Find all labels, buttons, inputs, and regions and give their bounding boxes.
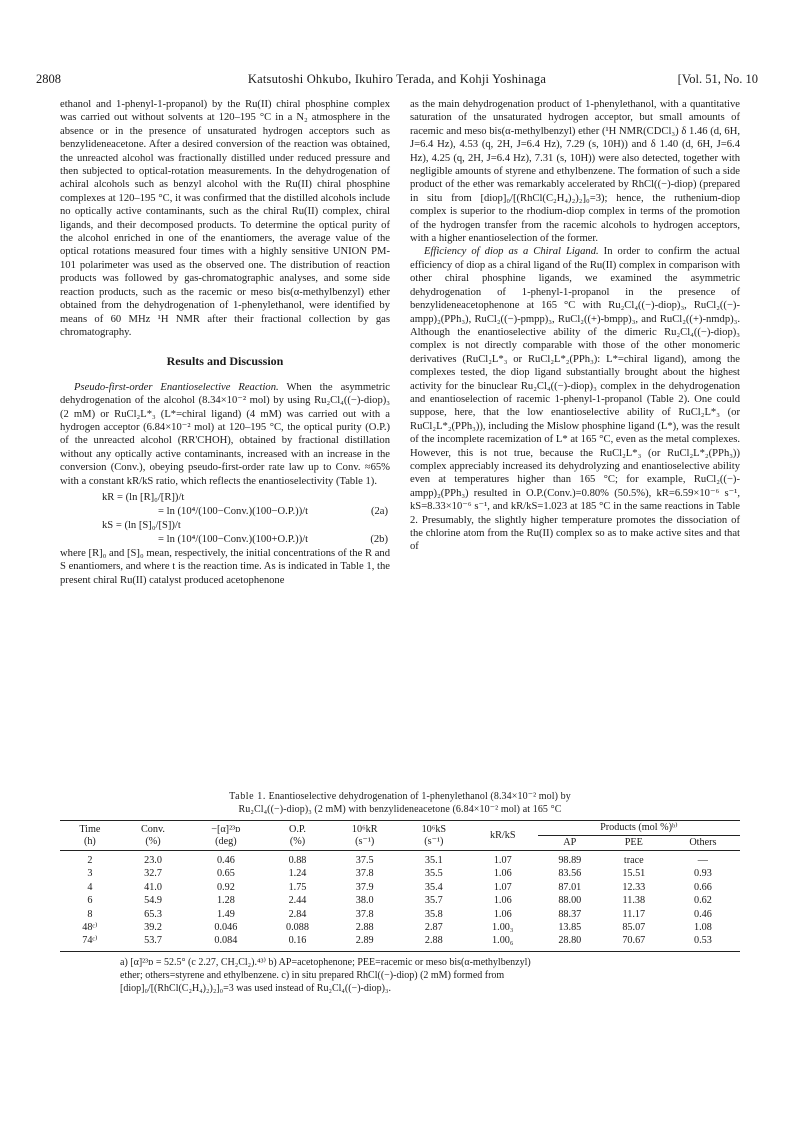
table-cell: 35.5: [424, 868, 443, 880]
table-cell: 87.01: [558, 881, 582, 893]
table-caption-line2: Ru₂Cl₄((−)-diop)₃ (2 mM) with benzylideneacetone (6.84×10⁻² mol) at 165 °C: [238, 804, 562, 815]
table-cell: 2: [60, 851, 120, 868]
table-cell: 1.07: [493, 881, 512, 893]
running-header: [36, 72, 758, 90]
table-cell: 0.88: [265, 851, 329, 868]
table-label: Table 1.: [229, 791, 267, 802]
col-header-time: Time (h): [60, 821, 120, 851]
table-cell: 0.93: [693, 868, 712, 880]
run-in-heading: Pseudo-first-order Enantioselective Reaction.: [74, 381, 279, 393]
table-cell: 28.80: [538, 934, 602, 951]
table-cell: 1.00₆: [468, 934, 538, 951]
table-cell: 37.5: [329, 851, 399, 868]
table-cell: 0.62: [693, 895, 712, 907]
table-row: [60, 934, 740, 951]
table-cell: 41.0: [144, 881, 162, 893]
table-cell: 32.7: [144, 868, 162, 880]
table-cell: 2.44: [288, 895, 307, 907]
table-caption-text: Enantioselective dehydrogenation of 1-phenylethanol (8.34×10⁻² mol) by: [268, 791, 571, 802]
col-header-ks: 10⁶kS (s⁻¹): [400, 821, 468, 851]
table-cell: 48ᶜ⁾: [82, 922, 98, 934]
table-cell: 0.92: [216, 881, 235, 893]
table-row: [60, 881, 740, 894]
equation-number: (2a): [370, 505, 388, 517]
equation-rhs: = ln (10⁴/(100−Conv.)(100−O.P.))/t: [158, 505, 309, 517]
table-cell: 1.00₃: [492, 922, 514, 934]
table-cell: 38.0: [355, 895, 374, 907]
paragraph-pseudo-first-order: [60, 381, 390, 488]
table-cell: 0.046: [214, 922, 238, 934]
table-cell: 4: [87, 881, 93, 893]
equation-2b-line1: [60, 519, 390, 533]
running-authors: Katsutoshi Ohkubo, Ikuhiro Terada, and Kohji Yoshinaga: [247, 72, 547, 86]
table-cell: 2.88: [400, 934, 468, 951]
table-cell: 1.08: [693, 922, 712, 934]
table-cell: 6: [87, 895, 93, 907]
table-cell: 37.9: [355, 881, 374, 893]
table-cell: 1.06: [493, 895, 512, 907]
page-number: 2808: [36, 72, 61, 86]
equation-number: (2b): [370, 533, 388, 545]
table-cell: 2.88: [355, 922, 374, 934]
col-header-kr: 10⁶kR (s⁻¹): [329, 821, 399, 851]
table-cell: 12.33: [622, 881, 646, 893]
table-cell: —: [666, 851, 740, 868]
table-cell: 2.89: [329, 934, 399, 951]
paragraph-text: In order to confirm the actual efficiency of diop as a chiral ligand of the Ru(II) complex in comparison with other chiral phosphine ligands, we examined the asymmetric dehydrogenation of 1-phenyl-1-propanol in the presence of benzylideneacetophenone at 165 °C with Ru₂Cl₄((−)-diop)₃, RuCl₂((−)-ampp)₂(PPh₃), RuCl₂((−)-pmpp)₃, RuCl₂((+)-bmpp)₃, and RuCl₂((+)-nmdp)₃. Although the enantioselective ability of the dimeric Ru₂Cl₄((−)-diop)₃ complex is not directly comparable with those of the other monomeric derivatives (RuCl₂L*₃ or RuCl₂L*₂(PPh₃): L*=chiral ligand), among the complexes tested, the diop ligand substantially brought about the highest activity for the binuclear Ru₂Cl₄((−)-diop)₃ complex in the dehydrogenation and enantioselection of racemic 1-phenyl-1-propanol (Table 2). One could suppose, here, that the low enantioselective ability of RuCl₂L*₃ (or RuCl₂L*₂(PPh₃)), including the Mislow phosphine ligand (L*), was the result of the incomplete racemization of L* at 165 °C, even as the metal complexes. However, this is not true, because the RuCl₂L*₃ (or RuCl₂L*₂(PPh₃)) complex appreciably increased its dehydrolyzing and enantioselective ability even at temperatures higher than 165 °C; for example, RuCl₂((−)-ampp)₂(PPh₃) resulted in O.P.(Conv.)=0.80% (50.5%), kR=6.59×10⁻⁶ s⁻¹, kS=8.33×10⁻⁶ s⁻¹, and kR/kS=1.023 at 185 °C in the same reactions in Table 2. Presumably, the slightly higher temperature promotes the dissociation of the chlorine atom from the Ru(II) complex so as to make active sites and that of: [410, 246, 740, 553]
col-header-op: O.P. (%): [265, 821, 329, 851]
table-cell: 0.66: [693, 881, 712, 893]
table-body: [60, 851, 740, 952]
table-1: [60, 790, 740, 995]
table-cell: 88.00: [558, 895, 582, 907]
table-cell: 0.46: [186, 851, 265, 868]
table-cell: 1.75: [288, 881, 307, 893]
table-cell: 1.06: [493, 908, 512, 920]
footnote-line: [diop]₀/[(RhCl(C₂H₄)₂)₂]₀=3 was used instead of Ru₂Cl₄((−)-diop)₃.: [120, 982, 391, 994]
table-cell: 2.87: [424, 922, 443, 934]
data-table: [60, 820, 740, 952]
col-header-ap: AP: [563, 837, 577, 848]
paragraph-where: where [R]₀ and [S]₀ mean, respectively, the initial concentrations of the R and S enantiomers, and where t is the reaction time. As is indicated in Table 1, the present chiral Ru(II) catalyst produced acetophenone: [60, 547, 390, 586]
footnote-line: a) [α]²³ᴅ = 52.5° (c 2.27, CH₂Cl₂).⁴³⁾ b) AP=acetophenone; PEE=racemic or meso bis(α-methylbenzyl): [120, 956, 531, 968]
table-cell: 54.9: [144, 895, 162, 907]
table-cell: 74ᶜ⁾: [60, 934, 120, 951]
left-column: [60, 98, 390, 587]
col-header-ratio: kR/kS: [468, 821, 538, 851]
paragraph-diop-efficiency: [410, 245, 740, 553]
table-cell: 13.85: [558, 922, 582, 934]
paragraph-text: When the asymmetric dehydrogenation of the alcohol (8.34×10⁻² mol) by using Ru₂Cl₄((−)-diop)₃ (2 mM) or RuCl₂L*₃ (L*=chiral ligand) (4 mM) was carried out with a hydrogen acceptor (6.84×10⁻² mol) at 120–195 °C, the optical purity (O.P.) of the unreacted alcohol (RR'CHOH), obtained by fractional distillation without any optically active contaminants, increased with an increase in the conversion (Conv.), obeying pseudo-first-order rate law up to Conv. ≈65% with a constant kR/kS ratio, which reflects the enantioselectivity (Table 1).: [60, 381, 390, 487]
table-cell: trace: [602, 851, 666, 868]
equation-2a-line2: [60, 505, 390, 519]
table-cell: 35.7: [424, 895, 443, 907]
equation-2a-line1: [60, 491, 390, 505]
table-cell: 1.49: [216, 908, 235, 920]
table-cell: 37.8: [355, 908, 374, 920]
col-header-conv: Conv. (%): [120, 821, 186, 851]
table-cell: 0.53: [666, 934, 740, 951]
table-cell: 1.28: [216, 895, 235, 907]
footnote-line: ether; others=styrene and ethylbenzene. c) in situ prepared RhCl((−)-diop) (2 mM) formed from: [120, 969, 505, 981]
table-cell: 35.4: [424, 881, 443, 893]
table-cell: 39.2: [144, 922, 162, 934]
right-column: [410, 98, 740, 554]
table-cell: 23.0: [120, 851, 186, 868]
paragraph-products: as the main dehydrogenation product of 1-phenylethanol, with a quantitative saturation of the unsaturated hydrogen acceptor, but small amounts of racemic and meso bis(α-methylbenzyl) ether (¹H NMR(CDCl₃) δ 1.46 (d, 6H, J=6.4 Hz), 4.53 (q, 2H, J=6.4 Hz), 7.29 (s, 10H)) and δ 1.40 (d, 6H, J=6.4 Hz), 4.25 (q, 2H, J=6.4 Hz), 7.31 (s, 10H)) were also detected, together with negligible amounts of styrene and ethylbenzene. The formation of such a side product of the ether was remarkably accelerated by RhCl((−)-diop) (prepared in situ from [diop]₀/[(RhCl(C₂H₄)₂)₂]₀=3); hence, the ruthenium-diop complex is superior to the rhodium-diop complex in terms of the promotion of the hydrogen transfer from the racemic alcohols to hydrogen acceptors, with a higher enantioselection of the former.: [410, 99, 740, 245]
table-cell: 3: [87, 868, 93, 880]
volume-info: [Vol. 51, No. 10: [677, 72, 758, 86]
table-cell: 2.84: [288, 908, 307, 920]
table-cell: 65.3: [144, 908, 162, 920]
table-row: [60, 908, 740, 921]
table-cell: 0.088: [286, 922, 309, 934]
table-row: [60, 867, 740, 880]
paragraph-experimental-continued: ethanol and 1-phenyl-1-propanol) by the Ru(II) chiral phosphine complex was carried out without solvents at 120–195 °C in a N₂ atmosphere in the absence or in the presence of unsaturated hydrogen acceptors such as benzylideneacetone. After a desired conversion of the reaction was obtained, the unreacted alcohol was fractionally distilled under reduced pressure and then subjected to optical-rotation measurements. In the dehydrogenation of achiral alcohols such as benzyl alcohol with the Ru(II) chiral phosphine complexes at 120–195 °C, it was confirmed that the distilled alcohols include no optically active contaminants, such as the chiral Ru(II) complex, chiral ligands, and their decomposed products. To determine the optical purity of the alcohol enriched in one of the enantiomers, the average value of the optical rotations measured four times with a highly sensitive UNION PM-101 polarimeter was used as the observed one. The distribution of reaction products was followed by gas-chromatographic analyses, and some side reaction products, such as the racemic or meso bis(α-methylbenzyl) ether obtained from the dehydrogenation of 1-phenylethanol, were identified by means of 60 MHz ¹H NMR after their fractional collection by gas chromatography.: [60, 99, 390, 338]
table-cell: 1.06: [493, 868, 512, 880]
col-header-products: Products (mol %)ᵇ⁾: [538, 821, 740, 836]
table-row: [60, 894, 740, 907]
table-cell: 70.67: [602, 934, 666, 951]
table-cell: 98.89: [538, 851, 602, 868]
equation-rhs: = ln (10⁴/(100−Conv.)(100+O.P.))/t: [158, 533, 309, 545]
table-cell: 11.17: [622, 908, 646, 920]
table-cell: 83.56: [558, 868, 582, 880]
table-cell: 11.38: [622, 895, 646, 907]
table-row: [60, 851, 740, 868]
table-cell: 8: [87, 908, 93, 920]
table-cell: 1.07: [468, 851, 538, 868]
table-cell: 1.24: [288, 868, 307, 880]
run-in-heading: Efficiency of diop as a Chiral Ligand.: [424, 246, 599, 258]
table-cell: 85.07: [622, 922, 646, 934]
equation-2b-line2: [60, 533, 390, 547]
col-header-alpha: −[α]²³ᴅ (deg): [186, 821, 265, 851]
table-row: [60, 921, 740, 934]
col-header-others: Others: [689, 837, 717, 848]
table-cell: 0.084: [186, 934, 265, 951]
table-caption: [60, 790, 740, 816]
table-footnotes: [120, 956, 720, 995]
table-cell: 53.7: [120, 934, 186, 951]
table-cell: 37.8: [355, 868, 374, 880]
table-cell: 0.16: [265, 934, 329, 951]
table-cell: 35.8: [424, 908, 443, 920]
table-cell: 0.65: [216, 868, 235, 880]
table-cell: 88.37: [558, 908, 582, 920]
section-heading: Results and Discussion: [166, 354, 284, 369]
table-cell: 15.51: [622, 868, 646, 880]
table-cell: 0.46: [693, 908, 712, 920]
table-cell: 35.1: [400, 851, 468, 868]
equation-lhs: kS = (ln [S]₀/[S])/t: [102, 519, 181, 531]
col-header-pee: PEE: [624, 837, 643, 848]
equation-lhs: kR = (ln [R]₀/[R])/t: [102, 491, 185, 503]
